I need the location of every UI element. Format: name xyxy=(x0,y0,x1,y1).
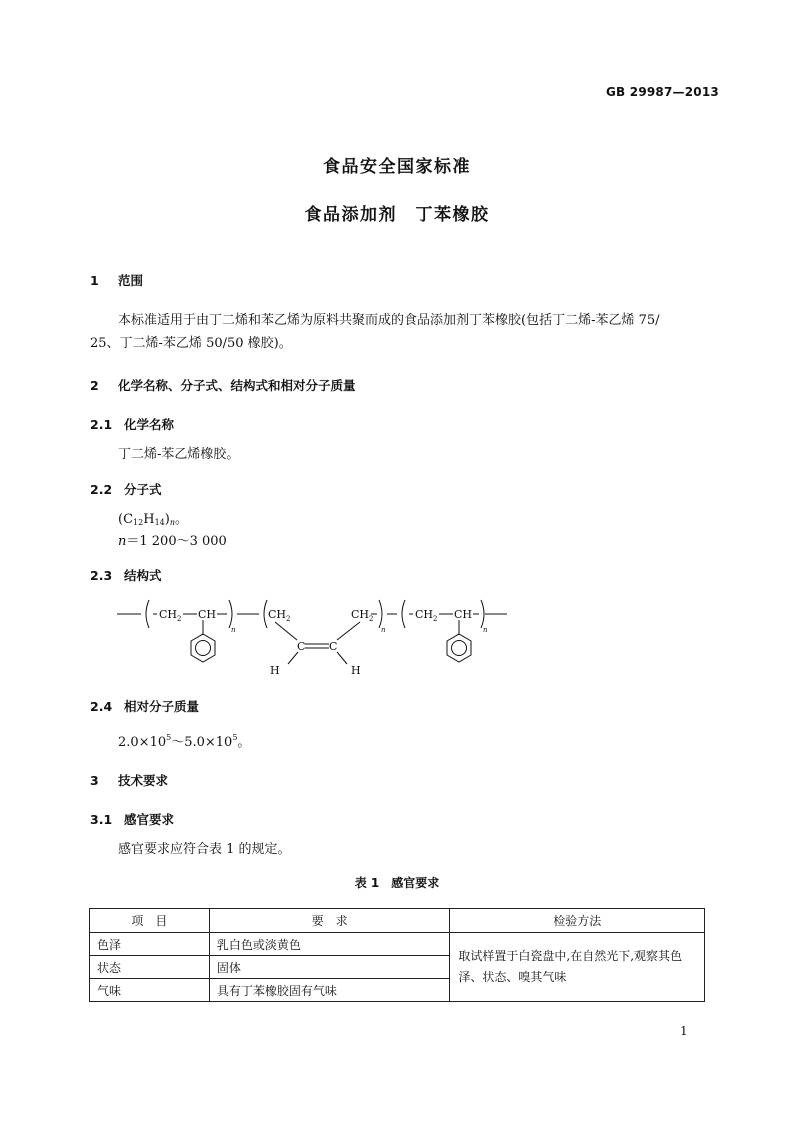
bracket-close xyxy=(481,600,484,628)
bracket-open xyxy=(264,600,267,628)
chemical-name: 丁二烯-苯乙烯橡胶。 xyxy=(118,447,240,462)
bracket-open xyxy=(402,600,405,628)
h-label: H xyxy=(270,664,280,677)
standard-number: GB 29987—2013 xyxy=(606,85,719,99)
n-subscript: n xyxy=(231,626,236,634)
item-cell: 色泽 xyxy=(90,933,210,956)
ch2-label: $CH_2$ xyxy=(159,608,182,623)
sensory-requirement-text: 感官要求应符合表 1 的规定。 xyxy=(118,842,291,857)
relative-molecular-mass: $2.0\times 10^5\sim 5.0\times 10^5$。 xyxy=(118,733,251,750)
sensory-requirements-table xyxy=(89,908,705,1002)
ch-label: CH xyxy=(454,608,473,621)
section-number: 2 xyxy=(90,378,99,393)
column-header: 检验方法 xyxy=(450,909,705,933)
column-header: 项 目 xyxy=(90,909,210,933)
polymerization-degree: n＝1 200～3 000 xyxy=(118,534,227,549)
section-number: 3 xyxy=(90,773,99,788)
document-title: 食品安全国家标准 xyxy=(323,157,471,177)
requirement-cell: 具有丁苯橡胶固有气味 xyxy=(209,979,450,1002)
section-number: 2.4 xyxy=(90,699,113,714)
phenyl-ring xyxy=(447,634,471,662)
ch2-label: $CH_2$ xyxy=(351,608,374,623)
section-title: 分子式 xyxy=(124,482,162,497)
bracket-close xyxy=(379,600,382,628)
molecular-formula: $(C_{12}H_{14})_n$。 xyxy=(118,512,188,527)
section-1-heading xyxy=(90,271,143,289)
column-header: 要 求 xyxy=(209,909,450,933)
section-title: 化学名称、分子式、结构式和相对分子质量 xyxy=(118,378,356,393)
phenyl-ring xyxy=(191,634,215,662)
section-number: 2.2 xyxy=(90,482,113,497)
section-title: 范围 xyxy=(118,273,144,288)
n-subscript: n xyxy=(483,626,488,634)
c-label: C xyxy=(297,640,306,653)
page-number: 1 xyxy=(680,1024,688,1038)
section-number: 1 xyxy=(90,273,99,288)
scope-paragraph-line1: 本标准适用于由丁二烯和苯乙烯为原料共聚而成的食品添加剂丁苯橡胶(包括丁二烯-苯乙烯 75/ xyxy=(118,313,660,328)
section-2-4-heading xyxy=(90,697,199,715)
document-subtitle: 食品添加剂 丁苯橡胶 xyxy=(304,205,490,225)
ch2-label: $CH_2$ xyxy=(268,608,291,623)
bracket-open xyxy=(146,600,149,628)
section-2-3-heading xyxy=(90,566,162,584)
c-label: C xyxy=(329,640,338,653)
n-subscript: n xyxy=(381,626,386,634)
item-cell: 气味 xyxy=(90,979,210,1002)
section-title: 相对分子质量 xyxy=(124,699,200,714)
section-title: 结构式 xyxy=(124,568,162,583)
section-number: 2.3 xyxy=(90,568,113,583)
section-3-1-heading xyxy=(90,810,174,828)
ch2-label: $CH_2$ xyxy=(415,608,438,623)
section-2-heading xyxy=(90,376,356,394)
requirement-cell: 乳白色或淡黄色 xyxy=(209,933,450,956)
table-row xyxy=(90,933,705,956)
section-2-2-heading xyxy=(90,480,162,498)
bracket-close xyxy=(229,600,232,628)
section-title: 化学名称 xyxy=(124,417,175,432)
structural-formula-diagram xyxy=(115,594,510,684)
section-number: 2.1 xyxy=(90,417,113,432)
requirement-cell: 固体 xyxy=(209,956,450,979)
h-label: H xyxy=(351,664,361,677)
ch-label: CH xyxy=(198,608,217,621)
scope-paragraph-line2: 25、丁二烯-苯乙烯 50/50 橡胶)。 xyxy=(90,336,292,351)
section-number: 3.1 xyxy=(90,812,113,827)
section-title: 感官要求 xyxy=(124,812,175,827)
method-cell: 取试样置于白瓷盘中,在自然光下,观察其色 泽、状态、嗅其气味 xyxy=(450,933,705,1002)
section-2-1-heading xyxy=(90,415,174,433)
section-3-heading xyxy=(90,771,168,789)
table-caption: 表 1 感官要求 xyxy=(354,876,440,890)
table-header-row xyxy=(90,909,705,933)
item-cell: 状态 xyxy=(90,956,210,979)
section-title: 技术要求 xyxy=(118,773,169,788)
